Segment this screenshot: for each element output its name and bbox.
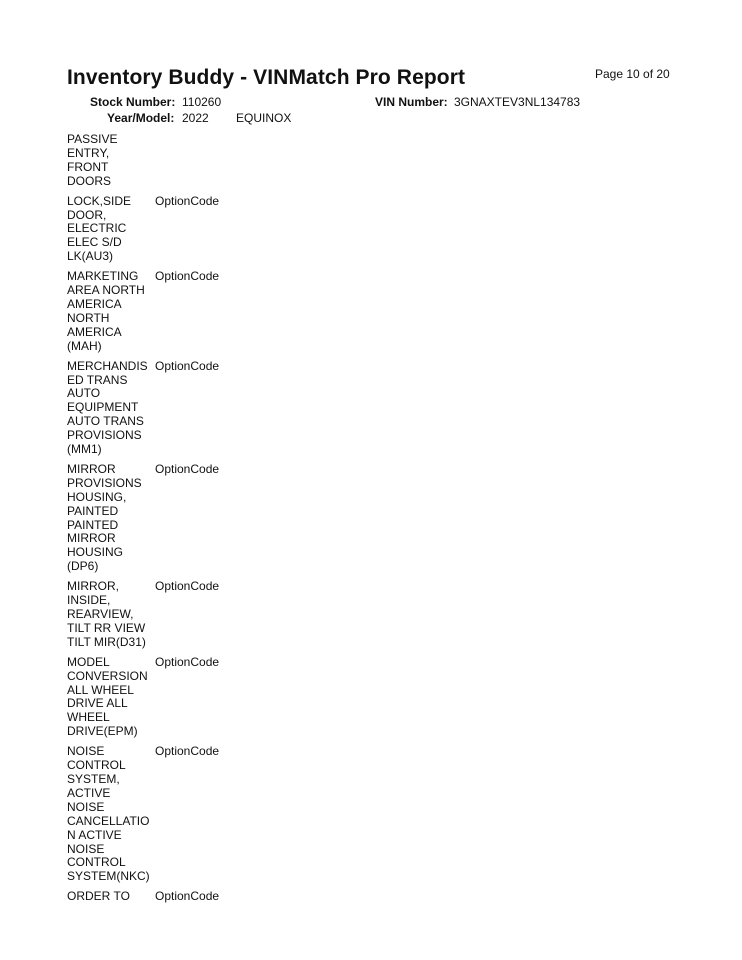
option-row <box>67 745 367 884</box>
option-description: NOISE CONTROL SYSTEM, ACTIVE NOISE CANCELLATIO N ACTIVE NOISE CONTROL SYSTEM(NKC) <box>67 744 150 884</box>
option-row <box>67 195 367 265</box>
option-description: MERCHANDIS ED TRANS AUTO EQUIPMENT AUTO TRANS PROVISIONS (MM1) <box>67 358 148 457</box>
option-type: OptionCode <box>155 579 220 594</box>
option-row <box>67 656 367 739</box>
vin-number-value: 3GNAXTEV3NL134783 <box>454 95 581 109</box>
option-row <box>67 270 367 353</box>
option-row <box>67 463 367 574</box>
option-description: MIRROR, INSIDE, REARVIEW, TILT RR VIEW TILT MIR(D31) <box>67 579 146 649</box>
option-type: OptionCode <box>155 744 220 759</box>
vin-number-label: VIN Number: <box>375 95 448 109</box>
page-number: Page 10 of 20 <box>595 67 670 81</box>
option-description: MIRROR PROVISIONS HOUSING, PAINTED PAINTED MIRROR HOUSING (DP6) <box>67 461 142 574</box>
option-description: MARKETING AREA NORTH AMERICA NORTH AMERICA (MAH) <box>67 269 145 353</box>
option-row <box>67 133 367 189</box>
option-type: OptionCode <box>155 654 220 669</box>
report-title: Inventory Buddy - VINMatch Pro Report <box>67 66 466 89</box>
year-value: 2022 <box>182 111 209 125</box>
option-list <box>67 133 367 910</box>
option-type: OptionCode <box>155 358 220 373</box>
option-description: LOCK,SIDE DOOR, ELECTRIC ELEC S/D LK(AU3) <box>67 193 132 264</box>
option-row <box>67 360 367 457</box>
option-row <box>67 890 367 904</box>
option-row <box>67 580 367 650</box>
option-type: OptionCode <box>155 193 220 208</box>
option-type: OptionCode <box>155 889 220 904</box>
option-description: MODEL CONVERSION ALL WHEEL DRIVE ALL WHEEL DRIVE(EPM) <box>67 654 148 739</box>
stock-number-value: 110260 <box>182 95 222 109</box>
option-description: PASSIVE ENTRY, FRONT DOORS <box>67 132 118 188</box>
stock-number-label: Stock Number: <box>90 95 176 109</box>
option-description: ORDER TO <box>67 889 130 904</box>
year-model-label: Year/Model: <box>107 111 175 125</box>
model-value: EQUINOX <box>236 111 292 125</box>
option-type: OptionCode <box>155 269 220 284</box>
option-type: OptionCode <box>155 461 220 476</box>
